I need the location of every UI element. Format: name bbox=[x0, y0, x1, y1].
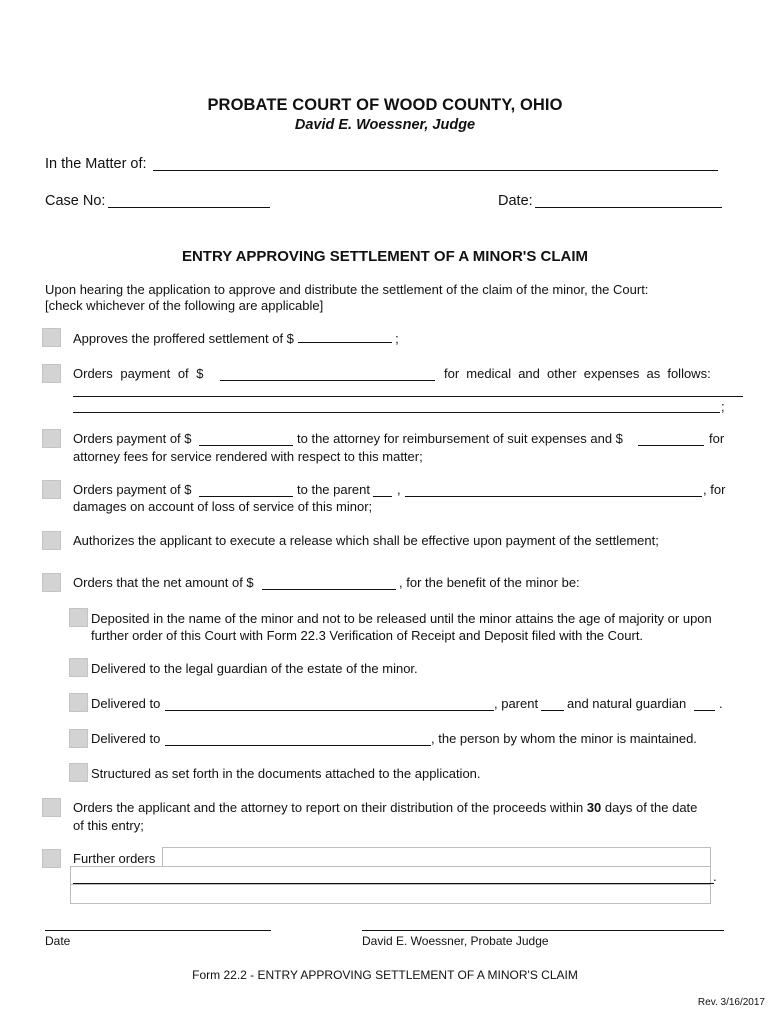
attorney-checkbox[interactable] bbox=[42, 429, 61, 448]
attorney-for: for bbox=[709, 431, 725, 446]
deposited-checkbox[interactable] bbox=[69, 608, 88, 627]
parent-line-2: damages on account of loss of service of this minor; bbox=[73, 499, 373, 514]
medical-line-1[interactable] bbox=[73, 384, 743, 397]
date-line bbox=[535, 195, 722, 208]
case-label: Case No: bbox=[45, 193, 106, 209]
release-text: Authorizes the applicant to execute a release which shall be effective upon payment of the settlement; bbox=[73, 533, 659, 548]
medical-amount-line[interactable] bbox=[220, 368, 435, 381]
approves-amount-line[interactable] bbox=[298, 330, 392, 343]
report-line-1 bbox=[73, 800, 697, 815]
approves-checkbox[interactable] bbox=[42, 328, 61, 347]
delivered-person-name-line[interactable] bbox=[165, 733, 431, 746]
parent-amount-line[interactable] bbox=[199, 484, 293, 497]
parent-comma: , bbox=[397, 482, 401, 497]
parent-text: to the parent bbox=[297, 482, 370, 497]
parent-blank[interactable] bbox=[373, 484, 392, 497]
report-line-2: of this entry; bbox=[73, 818, 144, 833]
form-title: ENTRY APPROVING SETTLEMENT OF A MINOR'S CLAIM bbox=[181, 248, 589, 265]
parent-checkbox[interactable] bbox=[42, 480, 61, 499]
delivered-parent-name-line[interactable] bbox=[165, 698, 494, 711]
attorney-fee-line[interactable] bbox=[638, 433, 704, 446]
intro-line-2: [check whichever of the following are applicable] bbox=[45, 298, 324, 313]
matter-line bbox=[153, 158, 718, 171]
net-checkbox[interactable] bbox=[42, 573, 61, 592]
approves-text bbox=[73, 330, 399, 346]
deposited-line-1: Deposited in the name of the minor and not to be released until the minor attains the age of majority or upon bbox=[91, 611, 712, 626]
approves-end: ; bbox=[395, 331, 399, 346]
parent-name-line[interactable] bbox=[405, 484, 702, 497]
delivered-parent-label: Delivered to bbox=[91, 696, 161, 711]
further-checkbox[interactable] bbox=[42, 849, 61, 868]
approves-label: Approves the proffered settlement of $ bbox=[73, 331, 294, 346]
signature-judge-label: David E. Woessner, Probate Judge bbox=[362, 934, 549, 948]
report-text-b: days of the date bbox=[601, 800, 698, 815]
medical-checkbox[interactable] bbox=[42, 364, 61, 383]
further-end: . bbox=[713, 869, 717, 884]
signature-date-label: Date bbox=[45, 934, 71, 948]
court-name: PROBATE COURT OF WOOD COUNTY, OHIO bbox=[207, 96, 563, 114]
legal-guardian-checkbox[interactable] bbox=[69, 658, 88, 677]
matter-label: In the Matter of: bbox=[45, 156, 147, 172]
further-field-1[interactable] bbox=[162, 847, 711, 867]
date-label: Date: bbox=[498, 193, 533, 209]
report-checkbox[interactable] bbox=[42, 798, 61, 817]
release-checkbox[interactable] bbox=[42, 531, 61, 550]
attorney-label: Orders payment of $ bbox=[73, 431, 192, 446]
further-line bbox=[73, 871, 714, 884]
medical-label: Orders payment of $ bbox=[73, 366, 204, 381]
further-field-3[interactable] bbox=[70, 884, 711, 904]
case-line bbox=[108, 195, 270, 208]
structured-checkbox[interactable] bbox=[69, 763, 88, 782]
deposited-line-2: further order of this Court with Form 22.3 Verification of Receipt and Deposit filed with the Court. bbox=[91, 628, 644, 643]
delivered-person-label: Delivered to bbox=[91, 731, 161, 746]
parent-label: Orders payment of $ bbox=[73, 482, 192, 497]
judge-signature-line bbox=[362, 930, 724, 931]
medical-end: ; bbox=[721, 399, 725, 414]
parent-for: , for bbox=[703, 482, 726, 497]
medical-line-2[interactable] bbox=[73, 400, 720, 413]
delivered-person-checkbox[interactable] bbox=[69, 729, 88, 748]
footer-rev: Rev. 3/16/2017 bbox=[697, 997, 765, 1008]
attorney-expense-line[interactable] bbox=[199, 433, 293, 446]
net-amount-line[interactable] bbox=[262, 577, 396, 590]
delivered-parent-guardian: and natural guardian bbox=[567, 696, 687, 711]
attorney-text: to the attorney for reimbursement of suit expenses and $ bbox=[297, 431, 623, 446]
net-label: Orders that the net amount of $ bbox=[73, 575, 254, 590]
delivered-person-text: , the person by whom the minor is maintained. bbox=[431, 731, 697, 746]
delivered-parent-checkbox[interactable] bbox=[69, 693, 88, 712]
delivered-parent-parent: , parent bbox=[494, 696, 539, 711]
delivered-parent-end: . bbox=[719, 696, 723, 711]
further-label: Further orders bbox=[73, 851, 156, 866]
intro-line-1: Upon hearing the application to approve and distribute the settlement of the claim of the minor, the Court: bbox=[45, 282, 649, 297]
attorney-line-2: attorney fees for service rendered with respect to this matter; bbox=[73, 449, 423, 464]
date-signature-line bbox=[45, 930, 271, 931]
delivered-parent-parent-blank[interactable] bbox=[541, 698, 564, 711]
judge-name: David E. Woessner, Judge bbox=[294, 117, 476, 133]
legal-guardian-text: Delivered to the legal guardian of the estate of the minor. bbox=[91, 661, 418, 676]
report-days: 30 bbox=[586, 800, 602, 815]
delivered-parent-guardian-blank[interactable] bbox=[694, 698, 715, 711]
report-text-a: Orders the applicant and the attorney to report on their distribution of the proceeds within bbox=[73, 800, 587, 815]
structured-text: Structured as set forth in the documents attached to the application. bbox=[91, 766, 481, 781]
medical-text: for medical and other expenses as follows: bbox=[444, 366, 711, 381]
footer-form: Form 22.2 - ENTRY APPROVING SETTLEMENT OF A MINOR'S CLAIM bbox=[192, 968, 578, 982]
net-text: , for the benefit of the minor be: bbox=[399, 575, 580, 590]
